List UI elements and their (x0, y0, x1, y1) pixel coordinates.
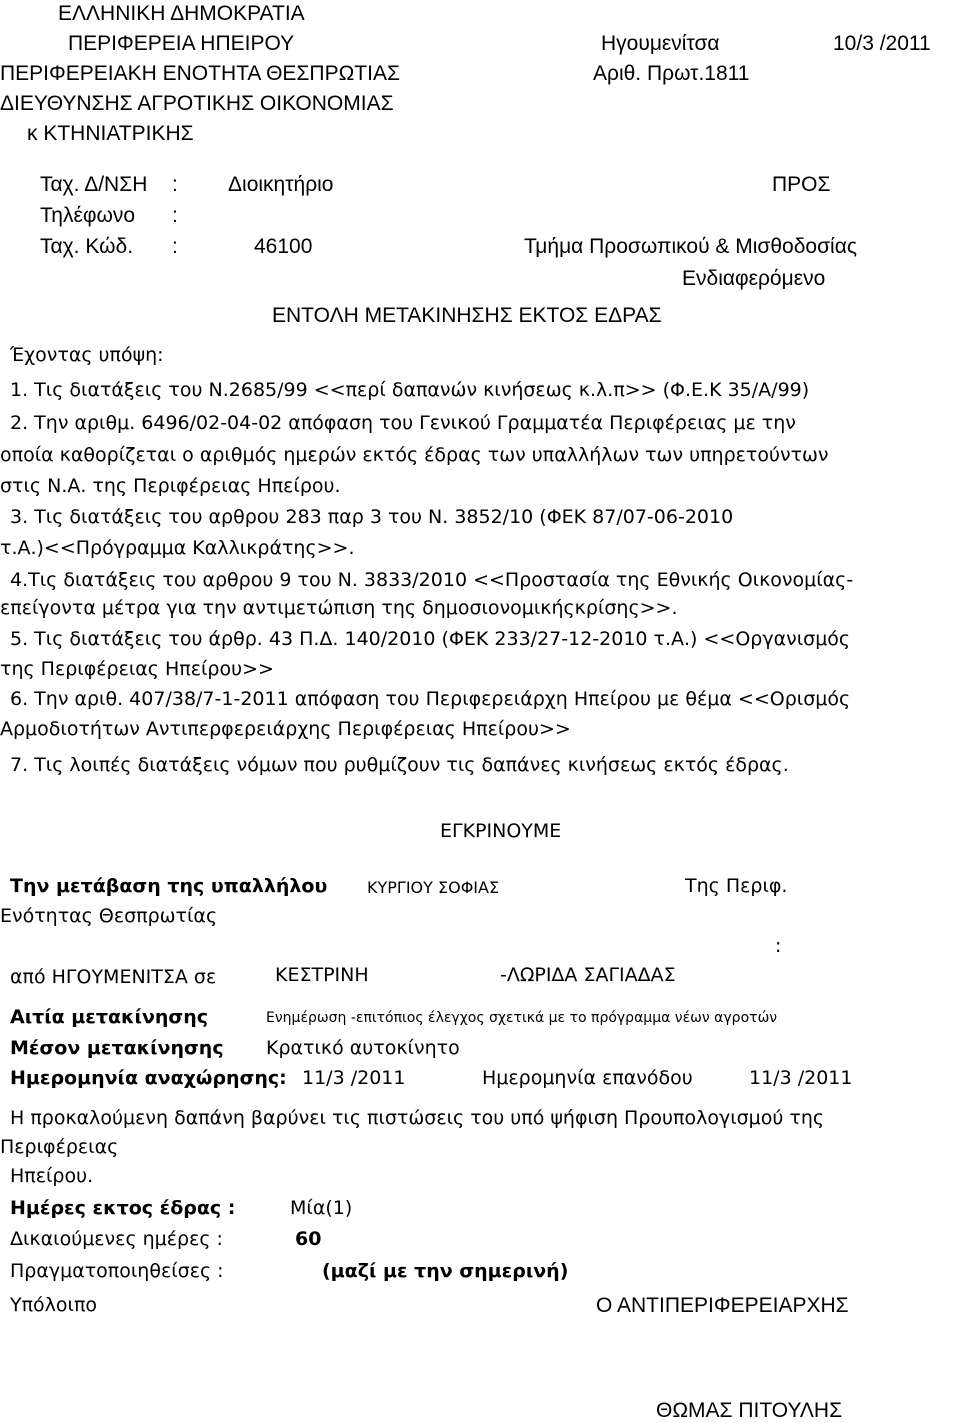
entitled-days-label: Δικαιούμενες ημέρες : (10, 1228, 223, 1250)
zip-value: 46100 (254, 235, 313, 258)
destination-2: -ΛΩΡΙΔΑ ΣΑΓΙΑΔΑΣ (500, 964, 676, 986)
consideration-line: 1. Τις διατάξεις του Ν.2685/99 <<περί δαπανών κινήσεως κ.λ.π>> (Φ.Ε.Κ 35/Α/99) (10, 379, 810, 401)
zip-colon: : (172, 235, 178, 258)
signatory-title: Ο ΑΝΤΙΠΕΡΙΦΕΡΕΙΑΡΧΗΣ (596, 1294, 849, 1317)
phone-colon: : (172, 204, 178, 227)
postal-colon: : (172, 173, 178, 196)
consideration-line: 2. Την αριθμ. 6496/02-04-02 απόφαση του Γενικού Γραμματέα Περιφέρειας με την (10, 412, 796, 434)
days-outside-value: Μία(1) (290, 1197, 353, 1219)
expense-text: Η προκαλούμενη δαπάνη βαρύνει τις πιστώσεις του υπό ψήφιση Προυπολογισμού της (10, 1107, 825, 1129)
consideration-line: 6. Την αριθ. 407/38/7-1-2011 απόφαση του Περιφερειάρχη Ηπείρου με θέμα <<Ορισμός (10, 688, 851, 710)
transfer-unit-b: Ενότητας Θεσπρωτίας (0, 905, 218, 927)
header-date: 10/3 /2011 (833, 32, 931, 55)
consideration-line: της Περιφέρειας Ηπείρου>> (0, 658, 274, 680)
expense-text: Ηπείρου. (10, 1165, 94, 1187)
completed-days-value: (μαζί με την σημερινή) (322, 1260, 569, 1282)
transfer-label: Την μετάβαση της υπαλλήλου (10, 875, 328, 897)
consideration-line: 4.Τις διατάξεις του αρθρου 9 του Ν. 3833/2010 <<Προστασία της Εθνικής Οικονομίας- (10, 569, 854, 591)
consideration-line: επείγοντα μέτρα για την αντιμετώπιση της δημοσιονομικήςκρίσης>>. (0, 597, 678, 619)
consideration-line: 7. Τις λοιπές διατάξεις νόμων που ρυθμίζουν τις δαπάνες κινήσεως εκτός έδρας. (10, 754, 789, 776)
document-title: ΕΝΤΟΛΗ ΜΕΤΑΚΙΝΗΣΗΣ ΕΚΤΟΣ ΕΔΡΑΣ (272, 304, 662, 327)
header-directorate: ΔΙΕΥΘΥΝΣΗΣ ΑΓΡΟΤΙΚΗΣ ΟΙΚΟΝΟΜΙΑΣ (0, 92, 394, 115)
considerations-intro: Έχοντας υπόψη: (10, 344, 164, 366)
header-directorate-sub: κ ΚΤΗΝΙΑΤΡΙΚΗΣ (27, 122, 194, 145)
days-outside-label: Ημέρες εκτος έδρας : (10, 1197, 236, 1219)
header-country: ΕΛΛΗΝΙΚΗ ΔΗΜΟΚΡΑΤΙΑ (58, 2, 305, 25)
departure-date: 11/3 /2011 (302, 1067, 406, 1089)
completed-days-label: Πραγματοποιηθείσες : (10, 1260, 224, 1282)
remaining-label: Υπόλοιπο (10, 1294, 98, 1316)
means-label: Μέσον μετακίνησης (10, 1037, 224, 1059)
consideration-line: τ.Α.)<<Πρόγραμμα Καλλικράτης>>. (0, 537, 355, 559)
consideration-line: οποία καθορίζεται ο αριθμός ημερών εκτός έδρας των υπαλλήλων των υπηρετούντων (0, 444, 829, 466)
header-protocol: Αριθ. Πρωτ.1811 (593, 62, 750, 85)
consideration-line: στις Ν.Α. της Περιφέρειας Ηπείρου. (0, 475, 341, 497)
return-label: Ημερομηνία επανόδου (482, 1067, 693, 1089)
phone-label: Τηλέφωνο (40, 204, 136, 227)
header-regional-unit: ΠΕΡΙΦΕΡΕΙΑΚΗ ΕΝΟΤΗΤΑ ΘΕΣΠΡΩΤΙΑΣ (0, 62, 400, 85)
employee-name: ΚΥΡΓΙΟΥ ΣΟΦΙΑΣ (367, 878, 500, 897)
return-date: 11/3 /2011 (749, 1067, 853, 1089)
departure-label: Ημερομηνία αναχώρησης: (10, 1067, 287, 1089)
reason-label: Αιτία μετακίνησης (10, 1006, 208, 1028)
means-value: Κρατικό αυτοκίνητο (266, 1037, 460, 1059)
postal-address-value: Διοικητήριο (228, 173, 334, 196)
transfer-unit-a: Της Περιφ. (685, 875, 788, 897)
expense-text: Περιφέρειας (0, 1136, 119, 1158)
postal-address-label: Ταχ. Δ/ΝΣΗ (40, 173, 148, 196)
consideration-line: 5. Τις διατάξεις του άρθρ. 43 Π.Δ. 140/2010 (ΦΕΚ 233/27-12-2010 τ.Α.) <<Οργανισμός (10, 628, 851, 650)
consideration-line: Αρμοδιοτήτων Αντιπερφερειάρχης Περιφέρειας Ηπείρου>> (0, 718, 571, 740)
recipient-to: ΠΡΟΣ (772, 173, 831, 196)
header-place: Ηγουμενίτσα (601, 32, 720, 55)
recipient-interested: Ενδιαφερόμενο (682, 267, 826, 290)
destination-1: ΚΕΣΤΡΙΝΗ (275, 964, 369, 986)
transfer-colon: : (775, 935, 782, 957)
header-region: ΠΕΡΙΦΕΡΕΙΑ ΗΠΕΙΡΟΥ (68, 32, 295, 55)
recipient-department: Τμήμα Προσωπικού & Μισθοδοσίας (524, 235, 857, 258)
zip-label: Ταχ. Κώδ. (40, 235, 134, 258)
transfer-from: από ΗΓΟΥΜΕΝΙΤΣΑ σε (10, 966, 217, 988)
reason-value: Ενημέρωση -επιτόπιος έλεγχος σχετικά με το πρόγραμμα νέων αγροτών (266, 1010, 778, 1026)
consideration-line: 3. Τις διατάξεις του αρθρου 283 παρ 3 του Ν. 3852/10 (ΦΕΚ 87/07-06-2010 (10, 506, 734, 528)
signatory-name: ΘΩΜΑΣ ΠΙΤΟΥΛΗΣ (656, 1399, 843, 1422)
entitled-days-value: 60 (295, 1228, 322, 1250)
approve-heading: ΕΓΚΡΙΝΟΥΜΕ (440, 820, 562, 842)
